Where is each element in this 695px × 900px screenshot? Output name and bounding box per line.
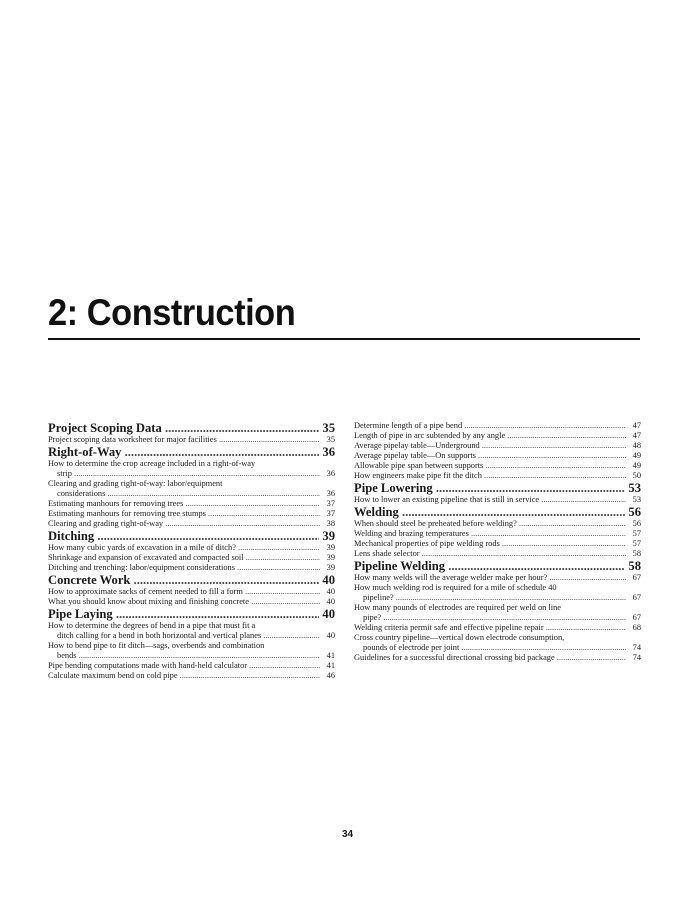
toc-entry-title: Estimating manhours for removing tree stumps ..... (48, 509, 320, 519)
toc-entry-title: How many pounds of electrodes are required per weld on line (354, 603, 561, 612)
toc-entry (354, 495, 641, 505)
toc-entry-title-continued: pipeline? ..... (363, 593, 626, 603)
toc-section-heading (48, 421, 335, 435)
toc-section-title: Welding ..... (354, 505, 625, 519)
toc-entry-page: 74 (632, 653, 641, 662)
toc-entry-title: How to approximate sacks of cement needed to fill a form ..... (48, 587, 320, 597)
toc-entry-title: How to determine the degrees of bend in a pipe that must fit a (48, 621, 256, 630)
toc-entry-title: How to lower an existing pipeline that is still in service ..... (354, 495, 626, 505)
toc-entry-title-continued: ditch calling for a bend in both horizontal and vertical planes ..... (57, 631, 320, 641)
toc-entry (354, 653, 641, 663)
toc-entry-title: Shrinkage and expansion of excavated and compacted soil ..... (48, 553, 320, 563)
toc-entry (354, 573, 641, 583)
toc-entry-title: Mechanical properties of pipe welding rods ..... (354, 539, 626, 549)
toc-entry-title: When should steel be preheated before welding? ..... (354, 519, 626, 529)
toc-entry-page: 57 (632, 539, 641, 548)
toc-entry (354, 421, 641, 431)
page-number: 34 (341, 829, 354, 840)
toc-entry-page: 56 (632, 519, 641, 528)
toc-entry-page: 48 (632, 441, 641, 450)
toc-entry-page: 74 (632, 643, 641, 652)
toc-section-title: Right-of-Way ..... (48, 445, 319, 459)
toc-section-title: Pipe Lowering ..... (354, 481, 625, 495)
toc-entry-page: 67 (632, 593, 641, 602)
toc-entry-title: Cross country pipeline—vertical down electrode consumption, (354, 633, 565, 642)
toc-entry-page: 40 (326, 587, 335, 596)
toc-entry (354, 441, 641, 451)
toc-section-title: Pipe Laying ..... (48, 607, 319, 621)
toc-entry (48, 587, 335, 597)
toc-entry-title: How many cubic yards of excavation in a mile of ditch? ..... (48, 543, 320, 553)
toc-entry-page: 58 (632, 549, 641, 558)
toc-section-heading (48, 445, 335, 459)
toc-entry-title: Length of pipe in arc subtended by any angle ..... (354, 431, 626, 441)
toc-entry-page: 38 (326, 519, 335, 528)
toc-entry-title-continued: strip ..... (57, 469, 320, 479)
toc-entry-title: What you should know about mixing and finishing concrete ..... (48, 597, 320, 607)
toc-entry-title: Welding criteria permit safe and effective pipeline repair ..... (354, 623, 626, 633)
toc-entry-page: 53 (632, 495, 641, 504)
toc-entry (48, 641, 335, 661)
toc-section-heading (354, 559, 641, 573)
toc-entry-title: Determine length of a pipe bend ..... (354, 421, 626, 431)
toc-entry (354, 471, 641, 481)
toc-entry-page: 36 (326, 489, 335, 498)
toc-entry-title: How to determine the crop acreage included in a right-of-way (48, 459, 256, 468)
toc-entry-page: 39 (326, 563, 335, 572)
toc-section-heading (48, 607, 335, 621)
toc-section-title: Pipeline Welding ..... (354, 559, 625, 573)
toc-entry-title-continued: bends ..... (57, 651, 320, 661)
toc-entry-title: Average pipelay table—Underground ..... (354, 441, 626, 451)
toc-entry (48, 519, 335, 529)
toc-entry (48, 509, 335, 519)
toc-entry-title: Estimating manhours for removing trees ..... (48, 499, 320, 509)
toc-section-title: Concrete Work ..... (48, 573, 319, 587)
toc-entry (48, 553, 335, 563)
toc-section-title: Ditching ..... (48, 529, 319, 543)
toc-entry (354, 451, 641, 461)
toc-entry-page: 68 (632, 623, 641, 632)
toc-entry (354, 583, 641, 603)
toc-section-page: 58 (628, 559, 641, 573)
toc-entry (354, 549, 641, 559)
toc-entry (48, 543, 335, 553)
chapter-title: 2: Construction (48, 292, 296, 333)
toc-entry (48, 597, 335, 607)
toc-entry-title: Lens shade selector ..... (354, 549, 626, 559)
toc-entry (354, 633, 641, 653)
toc-entry (48, 479, 335, 499)
toc-entry-title: Clearing and grading right-of-way: labor/equipment (48, 479, 223, 488)
toc-entry-page: 50 (632, 471, 641, 480)
toc-entry-page: 39 (326, 543, 335, 552)
toc-entry-page: 41 (326, 651, 335, 660)
toc-section-page: 40 (322, 607, 335, 621)
toc-entry-page: 36 (326, 469, 335, 478)
toc-entry-page: 46 (326, 671, 335, 680)
toc-section-page: 36 (322, 445, 335, 459)
toc-entry-title: How to bend pipe to fit ditch—sags, overbends and combination (48, 641, 265, 650)
toc-entry-page: 49 (632, 461, 641, 470)
toc-entry-page: 47 (632, 431, 641, 440)
toc-entry-title: How much welding rod is required for a mile of schedule 40 (354, 583, 557, 592)
toc-entry-page: 67 (632, 613, 641, 622)
toc-entry-page: 40 (326, 631, 335, 640)
toc-entry-title: Average pipelay table—On supports ..... (354, 451, 626, 461)
toc-section-page: 35 (322, 421, 335, 435)
toc-entry-page: 39 (326, 553, 335, 562)
toc-entry (48, 435, 335, 445)
toc-entry (354, 623, 641, 633)
toc-entry-title: How engineers make pipe fit the ditch ..... (354, 471, 626, 481)
toc-entry (354, 519, 641, 529)
toc-section-heading (48, 573, 335, 587)
toc-section-page: 39 (322, 529, 335, 543)
toc-section-page: 40 (322, 573, 335, 587)
toc-entry (354, 603, 641, 623)
toc-entry-page: 47 (632, 421, 641, 430)
toc-entry-page: 67 (632, 573, 641, 582)
toc-entry (48, 563, 335, 573)
toc-section-title: Project Scoping Data ..... (48, 421, 319, 435)
toc-entry-title: Clearing and grading right-of-way ..... (48, 519, 320, 529)
toc-entry-title-continued: pounds of electrode per joint ..... (363, 643, 626, 653)
toc-entry-page: 49 (632, 451, 641, 460)
toc-section-heading (354, 505, 641, 519)
toc-section-page: 56 (628, 505, 641, 519)
toc-section-heading (354, 481, 641, 495)
toc-entry-title: Guidelines for a successful directional crossing bid package ..... (354, 653, 626, 663)
toc-entry-title: Allowable pipe span between supports ..... (354, 461, 626, 471)
toc-entry (354, 539, 641, 549)
toc-entry (48, 661, 335, 671)
toc-entry (48, 671, 335, 681)
toc-entry-title: Calculate maximum bend on cold pipe ..... (48, 671, 320, 681)
toc-entry (354, 431, 641, 441)
toc-entry-title: Ditching and trenching: labor/equipment considerations ..... (48, 563, 320, 573)
toc-entry (48, 621, 335, 641)
toc-entry-title: Project scoping data worksheet for major facilities ..... (48, 435, 320, 445)
toc-entry (354, 461, 641, 471)
toc-entry-title: Welding and brazing temperatures ..... (354, 529, 626, 539)
toc-entry (48, 499, 335, 509)
chapter-rule (48, 338, 640, 340)
toc-section-page: 53 (628, 481, 641, 495)
toc-entry (48, 459, 335, 479)
toc-entry (354, 529, 641, 539)
toc-entry-title-continued: pipe? ..... (363, 613, 626, 623)
toc-entry-page: 37 (326, 499, 335, 508)
toc-entry-page: 37 (326, 509, 335, 518)
toc-left-column (48, 421, 335, 681)
toc-entry-title: How many welds will the average welder make per hour? ..... (354, 573, 626, 583)
toc-entry-page: 57 (632, 529, 641, 538)
toc-entry-title-continued: considerations ..... (57, 489, 320, 499)
toc-section-heading (48, 529, 335, 543)
toc-right-column (354, 421, 641, 663)
toc-entry-page: 35 (326, 435, 335, 444)
toc-entry-page: 40 (326, 597, 335, 606)
toc-entry-title: Pipe bending computations made with hand-held calculator ..... (48, 661, 320, 671)
toc-entry-page: 41 (326, 661, 335, 670)
